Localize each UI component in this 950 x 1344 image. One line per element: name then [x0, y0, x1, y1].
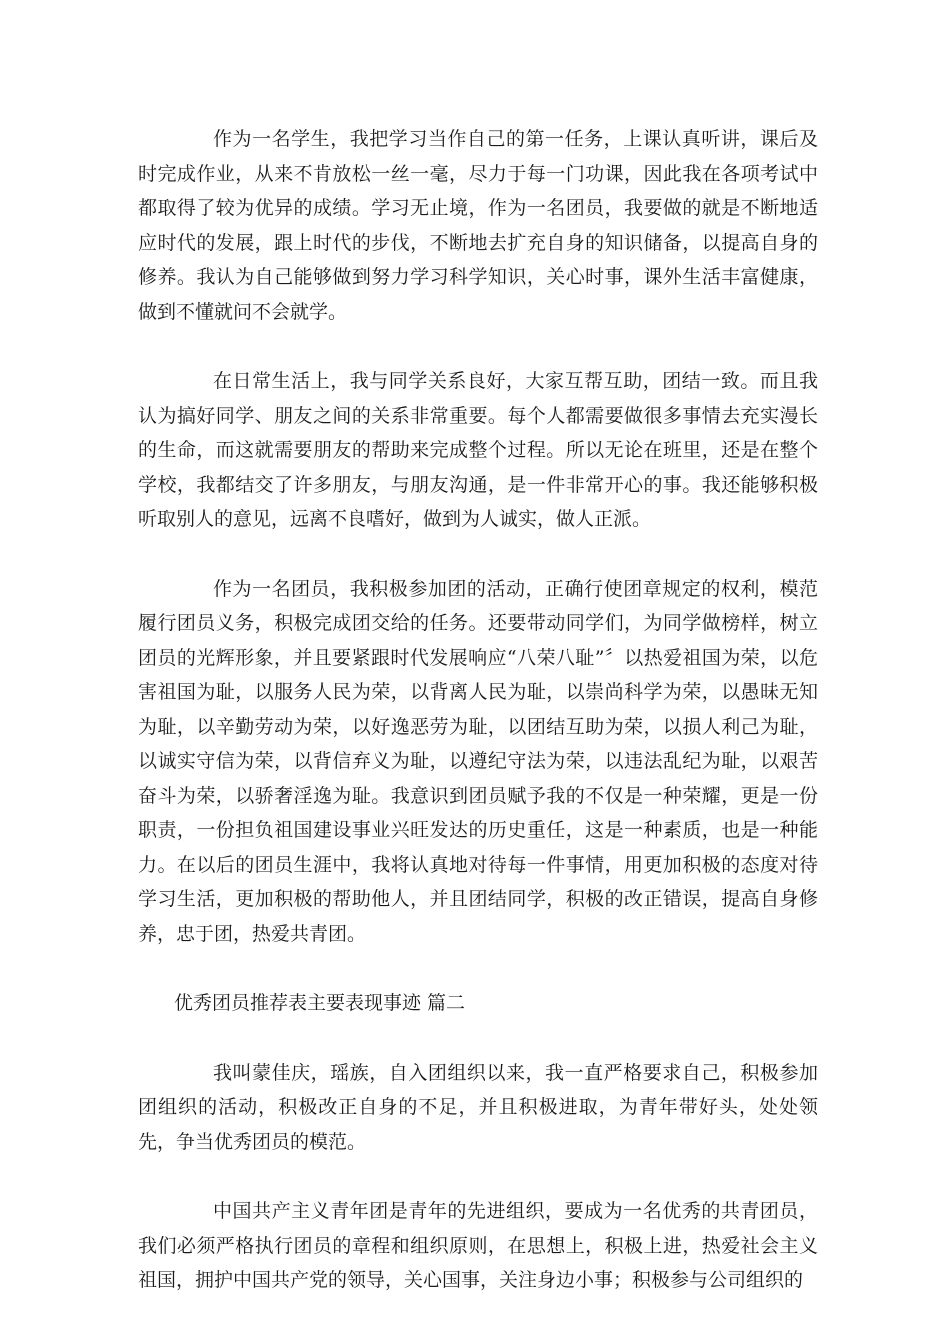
paragraph-league-activities: 作为一名团员，我积极参加团的活动，正确行使团章规定的权利，模范履行团员义务，积极完成团交给的任务。还要带动同学们，为同学做榜样，树立团员的光辉形象，并且要紧跟时代发展响应“八荣八耻”〞以热爱祖国为荣，以危害祖国为耻，以服务人民为荣，以背离人民为耻，以崇尚科学为荣，以愚昧无知为耻，以辛勤劳动为荣，以好逸恶劳为耻，以团结互助为荣，以损人利己为耻，以诚实守信为荣，以背信弃义为耻，以遵纪守法为荣，以违法乱纪为耻，以艰苦奋斗为荣，以骄奢淫逸为耻。我意识到团员赋予我的不仅是一种荣耀，更是一份职责，一份担负祖国建设事业兴旺发达的历史重任，这是一种素质，也是一种能力。在以后的团员生涯中，我将认真地对待每一件事情，用更加积极的态度对待学习生活，更加积极的帮助他人，并且团结同学，积极的改正错误，提高自身修养，忠于团，热爱共青团。: [138, 577, 818, 945]
paragraph-study: 作为一名学生，我把学习当作自己的第一任务，上课认真听讲，课后及时完成作业，从来不肯放松一丝一毫，尽力于每一门功课，因此我在各项考试中都取得了较为优异的成绩。学习无止境，作为一名团员，我要做的就是不断地适应时代的发展，跟上时代的步伐，不断地去扩充自身的知识储备，以提高自身的修养。我认为自己能够做到努力学习科学知识，关心时事，课外生活丰富健康，做到不懂就问不会就学。: [138, 128, 818, 323]
paragraph-daily-life: 在日常生活上，我与同学关系良好，大家互帮互助，团结一致。而且我认为搞好同学、朋友之间的关系非常重要。每个人都需要做很多事情去充实漫长的生命，而这就需要朋友的帮助来完成整个过程。所以无论在班里，还是在整个学校，我都结交了许多朋友，与朋友沟通，是一件非常开心的事。我还能够积极听取别人的意见，远离不良嗜好，做到为人诚实，做人正派。: [138, 370, 818, 530]
section-heading: 优秀团员推荐表主要表现事迹 篇二: [174, 992, 466, 1014]
paragraph-self-introduction: 我叫蒙佳庆，瑶族，自入团组织以来，我一直严格要求自己，积极参加团组织的活动，积极改正自身的不足，并且积极进取，为青年带好头，处处领先，争当优秀团员的模范。: [138, 1061, 818, 1153]
paragraph-league-organization: 中国共产主义青年团是青年的先进组织，要成为一名优秀的共青团员，我们必须严格执行团员的章程和组织原则，在思想上，积极上进，热爱社会主义祖国，拥护中国共产党的领导，关心国事，关注身边小事；积极参与公司组织的: [138, 1200, 818, 1291]
document-body: [138, 122, 818, 1333]
